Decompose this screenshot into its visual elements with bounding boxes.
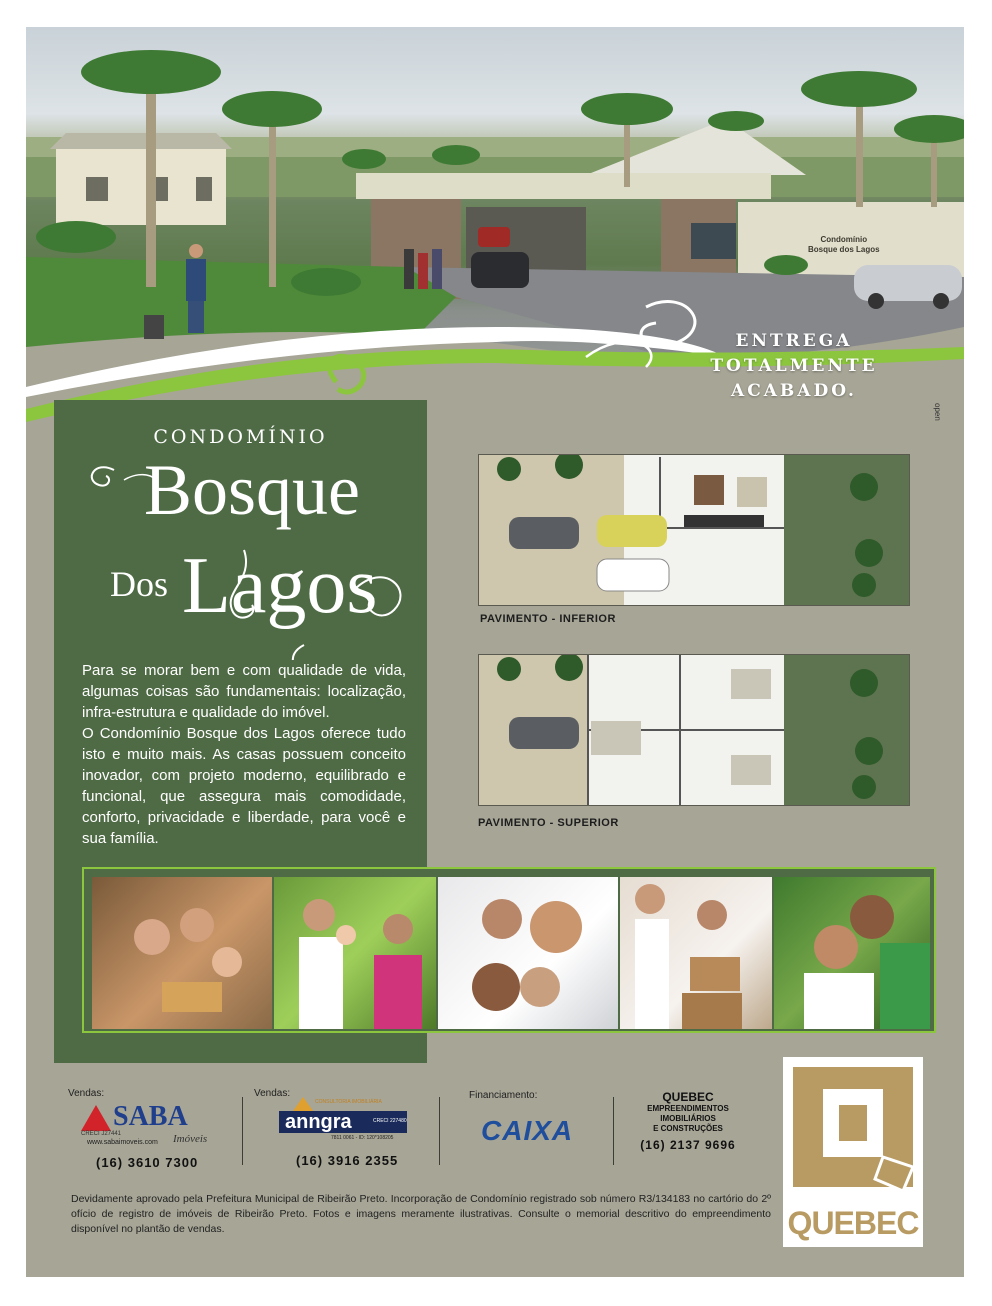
floor-plan-lower — [478, 454, 910, 606]
quebec-logo-word: QUEBEC — [787, 1205, 919, 1241]
family-reading-illustration — [92, 877, 272, 1029]
delivery-tagline — [704, 329, 884, 404]
anngra-creci: CRECI 227480 — [373, 1118, 407, 1124]
divider-1 — [242, 1097, 243, 1165]
brand-dos: Dos — [110, 564, 169, 604]
quebec-contact-line-2: IMOBILIÁRIOS — [660, 1114, 716, 1123]
floor-plan-lower-drawing — [479, 455, 909, 605]
floor-plan-upper-drawing — [479, 655, 909, 805]
saba-logo — [81, 1103, 211, 1149]
saba-tagline: Imóveis — [173, 1133, 208, 1145]
anngra-roof-icon — [293, 1097, 313, 1111]
wall-sign — [808, 235, 880, 255]
floor-plan-upper — [478, 654, 910, 806]
saba-section-title: Vendas: — [68, 1088, 105, 1099]
quebec-contact-line-3: E CONSTRUÇÕES — [653, 1124, 723, 1133]
divider-2 — [439, 1097, 440, 1165]
floor-plan-lower-label: PAVIMENTO - INFERIOR — [480, 613, 616, 625]
wall-sign-line-1: Condomínio — [820, 235, 868, 244]
open-mark: open — [933, 403, 942, 421]
saba-name: SABA — [113, 1101, 188, 1132]
quebec-contact — [628, 1090, 748, 1152]
description-paragraph-2: O Condomínio Bosque dos Lagos oferece tudo isto e muito mais. As casas possuem conceito inovador, com projeto moderno, equilibrado e funcional, que assegura mais comodidade, conforto, privacidade e liberdade, para você e sua família. — [82, 725, 406, 847]
photo-moving-boxes — [620, 877, 772, 1029]
tagline-line-1: ENTREGA — [735, 331, 853, 351]
anngra-banner — [279, 1111, 407, 1133]
photo-family-smiling — [438, 877, 618, 1029]
saba-creci: CRECI J27441 — [81, 1131, 122, 1137]
anngra-phone: (16) 3916 2355 — [296, 1153, 399, 1168]
couple-baby-illustration — [274, 877, 436, 1029]
saba-triangle-icon — [81, 1105, 111, 1131]
family-smiling-illustration — [438, 877, 618, 1029]
saba-url: www.sabaimoveis.com — [87, 1139, 158, 1146]
advertisement-page — [26, 27, 964, 1277]
wall-sign-line-2: Bosque dos Lagos — [808, 245, 880, 254]
anngra-section-title: Vendas: — [254, 1088, 291, 1099]
hero-rendering — [26, 27, 964, 422]
caixa-section-title: Financiamento: — [469, 1090, 538, 1101]
floor-plan-upper-label: PAVIMENTO - SUPERIOR — [478, 817, 619, 829]
photo-family-reading — [92, 877, 272, 1029]
quebec-logo — [783, 1057, 923, 1247]
description-paragraph-1: Para se morar bem e com qualidade de vida, algumas coisas são fundamentais: localização, infra-estrutura e qualidade do imóvel. — [82, 662, 406, 721]
photo-couple-surprise — [774, 877, 930, 1029]
tagline-line-2: TOTALMENTE — [710, 356, 878, 376]
photo-couple-baby — [274, 877, 436, 1029]
anngra-extra: 7811 0061 - ID: 120*108205 — [331, 1135, 394, 1141]
family-photo-strip — [82, 867, 936, 1033]
anngra-name: anngra — [285, 1111, 352, 1133]
quebec-contact-line-1: EMPREENDIMENTOS — [647, 1104, 729, 1113]
quebec-q-icon — [783, 1057, 923, 1207]
brand-lagos: Lagos — [182, 542, 378, 630]
brand-condominio: CONDOMÍNIO — [153, 426, 328, 448]
legal-disclaimer: Devidamente aprovado pela Prefeitura Municipal de Ribeirão Preto. Incorporação de Condomínio registrado sob número R3/134183 no cartório do 2º ofício de registro de imóveis de Ribeirão Preto. Fotos e imagens meramente ilustrativas. Consulte o memorial descritivo do empreendimento disponível no plantão de vendas. — [71, 1193, 771, 1235]
anngra-subtitle: CONSULTORIA IMOBILIÁRIA — [315, 1099, 382, 1105]
caixa-logo: CAIXA — [481, 1115, 574, 1146]
anngra-logo — [279, 1097, 409, 1147]
quebec-contact-phone: (16) 2137 9696 — [640, 1138, 736, 1152]
moving-boxes-illustration — [620, 877, 772, 1029]
saba-phone: (16) 3610 7300 — [96, 1155, 199, 1170]
couple-surprise-illustration — [774, 877, 930, 1029]
description — [82, 660, 406, 849]
brand-bosque: Bosque — [144, 450, 360, 530]
tagline-line-3: ACABADO. — [731, 381, 857, 401]
quebec-contact-name: QUEBEC — [662, 1090, 714, 1104]
divider-3 — [613, 1097, 614, 1165]
